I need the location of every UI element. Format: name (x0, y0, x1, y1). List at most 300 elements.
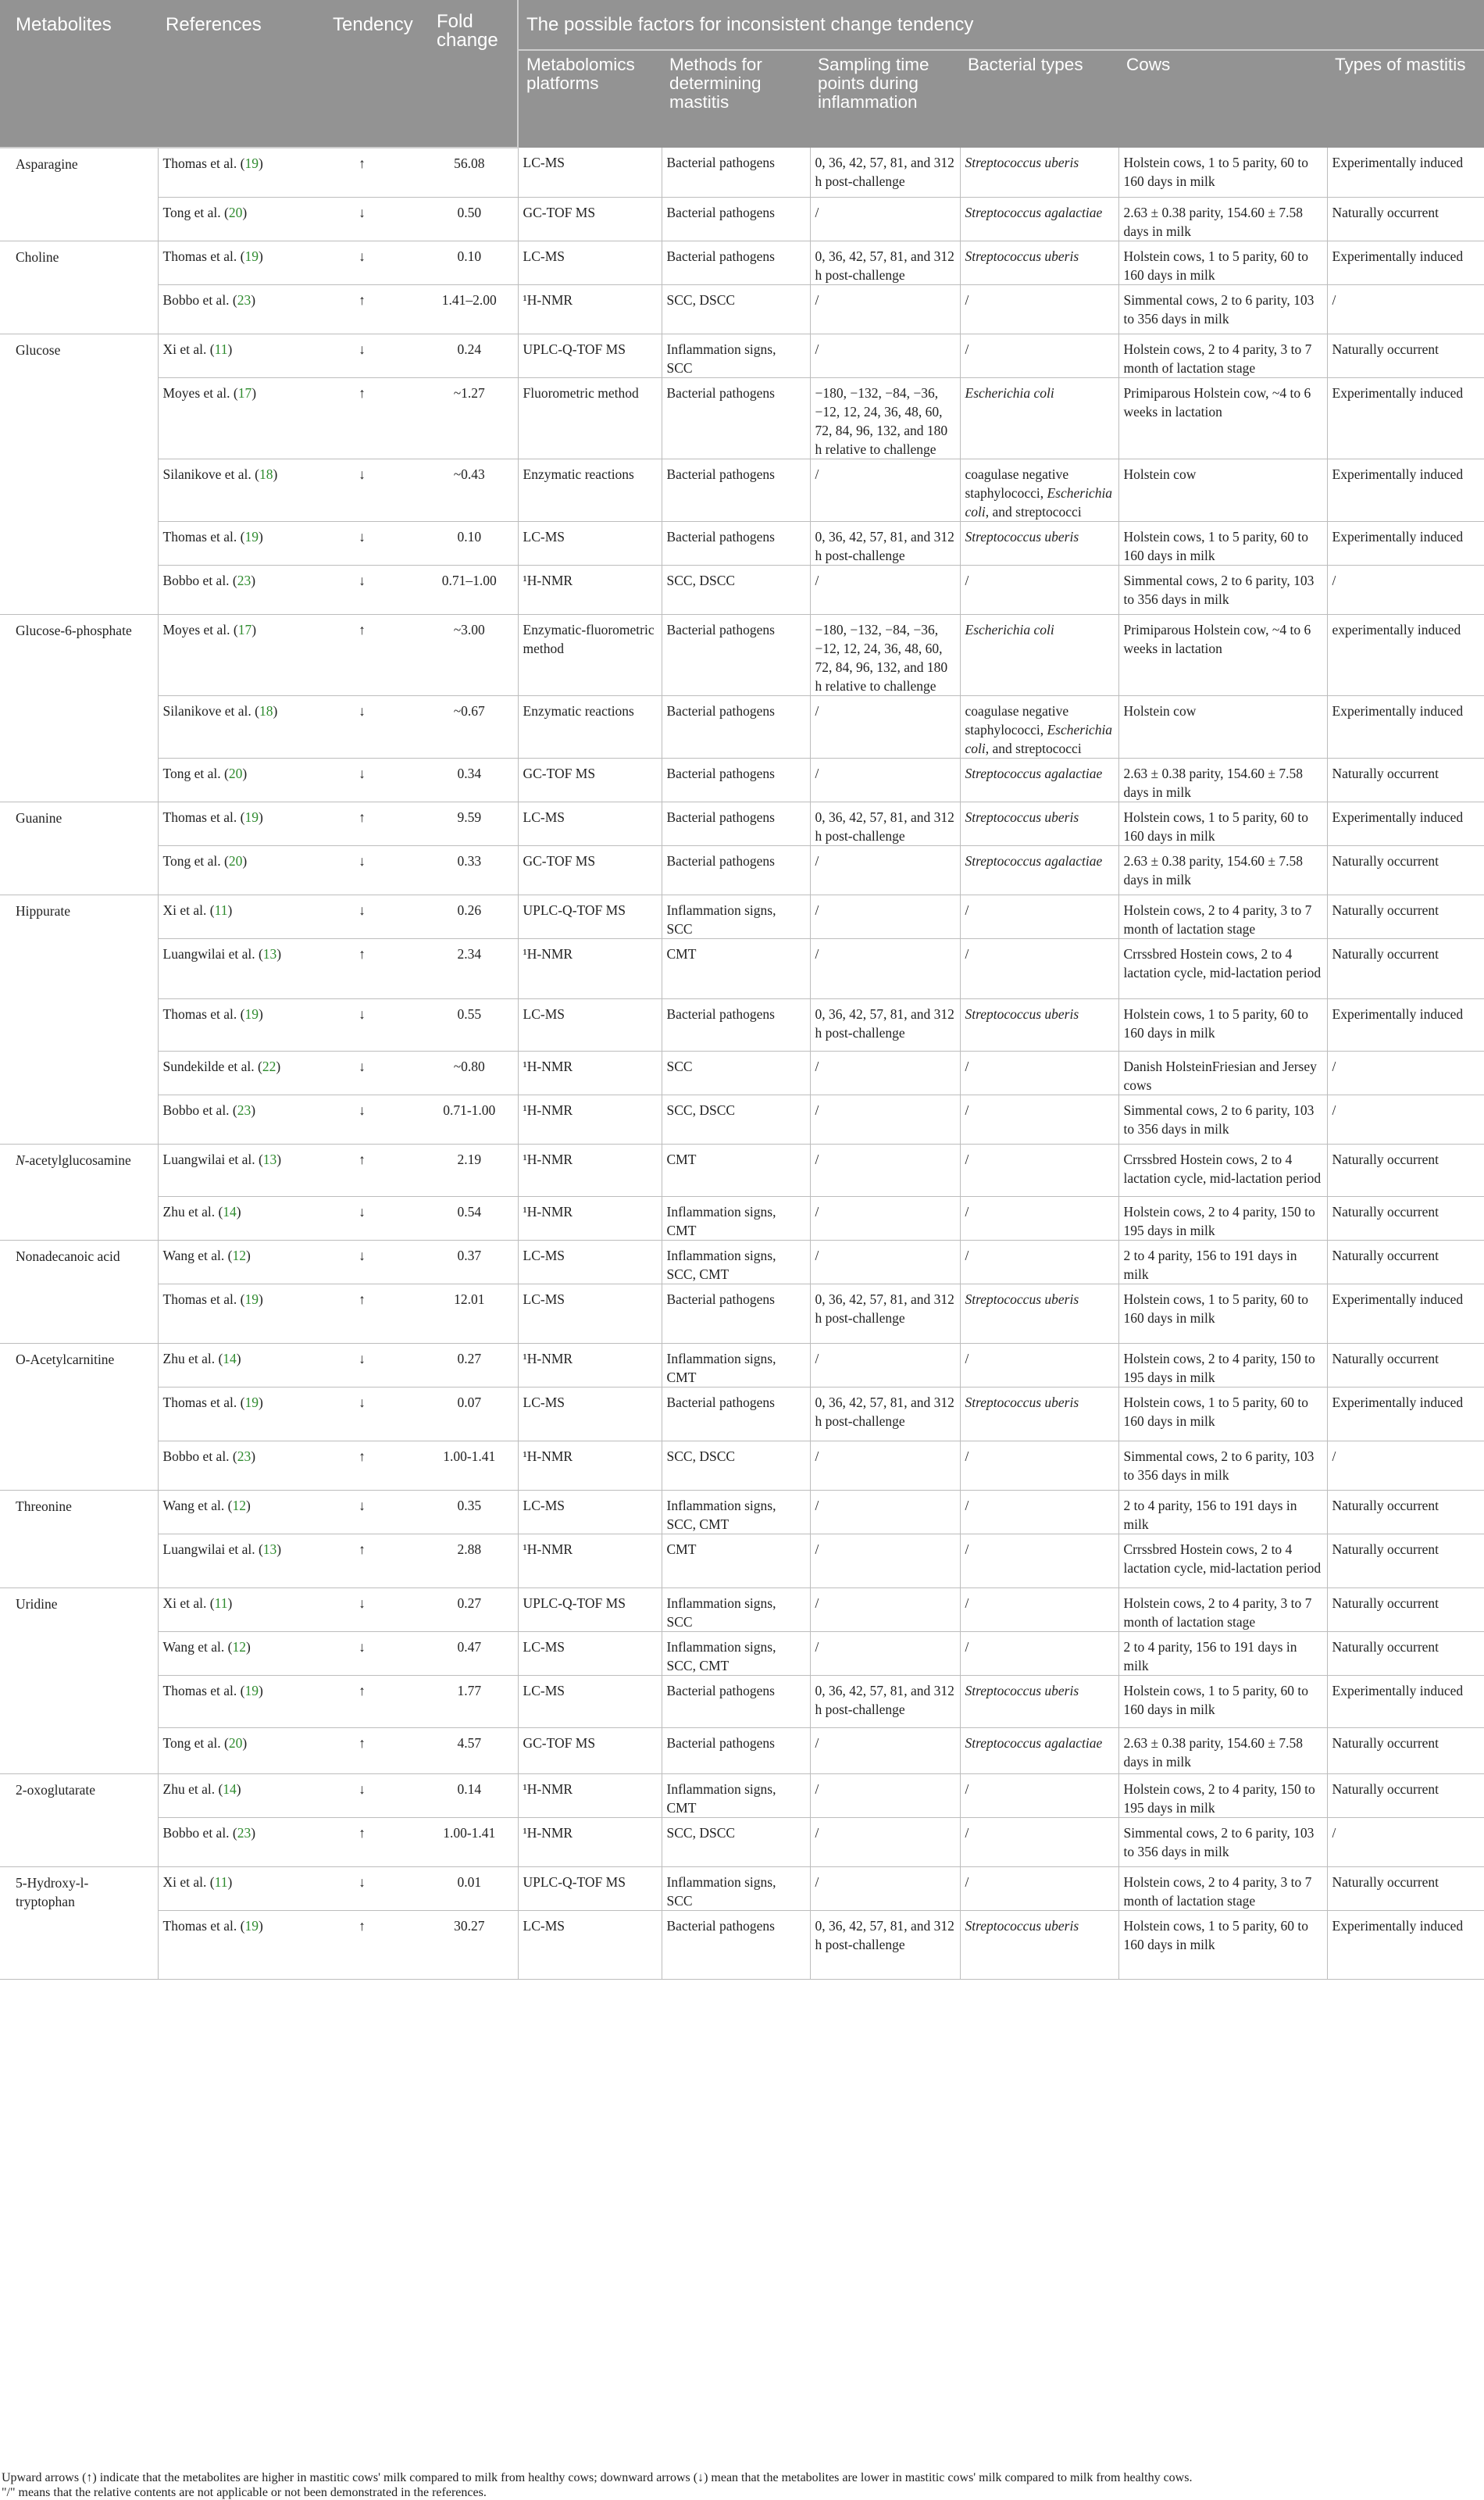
method-cell: Bacterial pathogens (662, 1727, 810, 1773)
bacteria-cell: / (960, 1534, 1118, 1588)
fold-change-value: 9.59 (421, 802, 518, 845)
cows-cell: Holstein cow (1118, 695, 1327, 758)
fold-change-value: ~1.27 (421, 377, 518, 459)
sampling-cell: / (810, 1773, 960, 1817)
tendency-arrow: ↓ (303, 695, 421, 758)
cows-cell: Simmental cows, 2 to 6 parity, 103 to 356 days in milk (1118, 1817, 1327, 1866)
tendency-arrow: ↑ (303, 802, 421, 845)
bacteria-cell: / (960, 1240, 1118, 1284)
reference-cell: Thomas et al. (19) (158, 1910, 303, 1979)
table-row (0, 1675, 1484, 1727)
table-row (0, 1817, 1484, 1866)
platform-cell: LC-MS (518, 1240, 662, 1284)
mastitis-type-cell: / (1327, 1441, 1484, 1490)
reference-number[interactable]: 14 (223, 1350, 237, 1366)
sampling-cell: 0, 36, 42, 57, 81, and 312 h post-challenge (810, 998, 960, 1051)
mastitis-type-cell: Experimentally induced (1327, 1910, 1484, 1979)
header-tendency: Tendency (303, 0, 421, 148)
tendency-arrow: ↓ (303, 1490, 421, 1534)
reference-cell: Sundekilde et al. (22) (158, 1051, 303, 1095)
sampling-cell: / (810, 459, 960, 521)
bacteria-cell: Streptococcus uberis (960, 1284, 1118, 1343)
fold-change-value: 1.77 (421, 1675, 518, 1727)
reference-number[interactable]: 18 (259, 466, 273, 482)
table-row (0, 758, 1484, 802)
tendency-arrow: ↓ (303, 1588, 421, 1631)
reference-number[interactable]: 19 (244, 248, 259, 264)
fold-change-value: 0.26 (421, 895, 518, 938)
mastitis-type-cell: Naturally occurrent (1327, 1490, 1484, 1534)
tendency-arrow: ↓ (303, 1773, 421, 1817)
metabolite-cell: O-Acetylcarnitine (0, 1343, 158, 1490)
reference-cell: Thomas et al. (19) (158, 802, 303, 845)
cows-cell: 2.63 ± 0.38 parity, 154.60 ± 7.58 days in milk (1118, 1727, 1327, 1773)
tendency-arrow: ↑ (303, 1727, 421, 1773)
cows-cell: Holstein cows, 1 to 5 parity, 60 to 160 days in milk (1118, 1284, 1327, 1343)
mastitis-type-cell: / (1327, 1817, 1484, 1866)
table-row (0, 614, 1484, 695)
platform-cell: LC-MS (518, 1490, 662, 1534)
platform-cell: UPLC-Q-TOF MS (518, 1588, 662, 1631)
sampling-cell: −180, −132, −84, −36, −12, 12, 24, 36, 48, 60, 72, 84, 96, 132, and 180 h relative to challenge (810, 377, 960, 459)
cows-cell: Holstein cows, 1 to 5 parity, 60 to 160 days in milk (1118, 1910, 1327, 1979)
bacteria-cell: / (960, 334, 1118, 377)
table-row (0, 1240, 1484, 1284)
header-types: Types of mastitis (1327, 50, 1484, 148)
tendency-arrow: ↑ (303, 1534, 421, 1588)
tendency-arrow: ↓ (303, 521, 421, 565)
reference-cell: Zhu et al. (14) (158, 1196, 303, 1240)
tendency-arrow: ↓ (303, 565, 421, 614)
mastitis-type-cell: Experimentally induced (1327, 377, 1484, 459)
reference-cell: Silanikove et al. (18) (158, 459, 303, 521)
fold-change-value: 0.47 (421, 1631, 518, 1675)
tendency-arrow: ↓ (303, 1343, 421, 1387)
method-cell: Bacterial pathogens (662, 1387, 810, 1441)
fold-change-value: 0.35 (421, 1490, 518, 1534)
method-cell: Inflammation signs, SCC (662, 1866, 810, 1910)
fold-change-value: ~0.80 (421, 1051, 518, 1095)
fold-change-value: 0.34 (421, 758, 518, 802)
reference-number[interactable]: 11 (214, 1595, 228, 1611)
fold-change-value: 0.10 (421, 241, 518, 284)
fold-change-value: ~0.43 (421, 459, 518, 521)
reference-number[interactable]: 19 (244, 1005, 259, 1022)
tendency-arrow: ↓ (303, 895, 421, 938)
mastitis-type-cell: Naturally occurrent (1327, 845, 1484, 895)
sampling-cell: / (810, 895, 960, 938)
table-row (0, 1196, 1484, 1240)
footnotes (0, 2470, 1484, 2500)
mastitis-type-cell: / (1327, 284, 1484, 334)
table-row (0, 1441, 1484, 1490)
reference-cell: Zhu et al. (14) (158, 1343, 303, 1387)
fold-change-value: ~0.67 (421, 695, 518, 758)
tendency-arrow: ↓ (303, 845, 421, 895)
sampling-cell: 0, 36, 42, 57, 81, and 312 h post-challenge (810, 1675, 960, 1727)
reference-number[interactable]: 20 (228, 1734, 243, 1751)
platform-cell: LC-MS (518, 1675, 662, 1727)
fold-change-value: 1.00-1.41 (421, 1441, 518, 1490)
method-cell: Inflammation signs, SCC, CMT (662, 1631, 810, 1675)
table-row (0, 521, 1484, 565)
fold-change-value: 0.27 (421, 1343, 518, 1387)
header-references: References (158, 0, 303, 148)
reference-cell: Thomas et al. (19) (158, 998, 303, 1051)
cows-cell: Simmental cows, 2 to 6 parity, 103 to 356 days in milk (1118, 284, 1327, 334)
sampling-cell: / (810, 1196, 960, 1240)
fold-change-value: 0.33 (421, 845, 518, 895)
mastitis-type-cell: Naturally occurrent (1327, 334, 1484, 377)
reference-number[interactable]: 14 (223, 1780, 237, 1797)
platform-cell: ¹H-NMR (518, 284, 662, 334)
sampling-cell: / (810, 1490, 960, 1534)
metabolite-cell: Guanine (0, 802, 158, 895)
platform-cell: UPLC-Q-TOF MS (518, 334, 662, 377)
table-row (0, 1588, 1484, 1631)
method-cell: CMT (662, 1534, 810, 1588)
tendency-arrow: ↓ (303, 1387, 421, 1441)
method-cell: SCC, DSCC (662, 565, 810, 614)
cows-cell: Holstein cows, 1 to 5 parity, 60 to 160 days in milk (1118, 802, 1327, 845)
tendency-arrow: ↓ (303, 197, 421, 241)
bacteria-cell: / (960, 1343, 1118, 1387)
method-cell: Bacterial pathogens (662, 197, 810, 241)
cows-cell: Holstein cows, 2 to 4 parity, 150 to 195 days in milk (1118, 1343, 1327, 1387)
reference-number[interactable]: 19 (244, 1291, 259, 1307)
reference-number[interactable]: 11 (214, 1873, 228, 1890)
bacteria-cell: Streptococcus uberis (960, 802, 1118, 845)
method-cell: SCC (662, 1051, 810, 1095)
sampling-cell: / (810, 1534, 960, 1588)
platform-cell: LC-MS (518, 521, 662, 565)
reference-cell: Tong et al. (20) (158, 1727, 303, 1773)
mastitis-type-cell: Naturally occurrent (1327, 1866, 1484, 1910)
cows-cell: 2 to 4 parity, 156 to 191 days in milk (1118, 1240, 1327, 1284)
method-cell: Bacterial pathogens (662, 1284, 810, 1343)
sampling-cell: / (810, 284, 960, 334)
reference-number[interactable]: 20 (228, 852, 243, 869)
mastitis-type-cell: Naturally occurrent (1327, 1534, 1484, 1588)
reference-cell: Xi et al. (11) (158, 334, 303, 377)
bacteria-cell: / (960, 1773, 1118, 1817)
platform-cell: LC-MS (518, 241, 662, 284)
sampling-cell: 0, 36, 42, 57, 81, and 312 h post-challenge (810, 1387, 960, 1441)
bacteria-cell: / (960, 1095, 1118, 1144)
reference-number[interactable]: 23 (237, 1824, 251, 1841)
reference-number[interactable]: 14 (223, 1203, 237, 1220)
method-cell: Bacterial pathogens (662, 521, 810, 565)
metabolite-cell: 5-Hydroxy-l-tryptophan (0, 1866, 158, 1979)
table-row (0, 1284, 1484, 1343)
mastitis-type-cell: / (1327, 1051, 1484, 1095)
reference-number[interactable]: 19 (244, 528, 259, 545)
mastitis-type-cell: Experimentally induced (1327, 1284, 1484, 1343)
sampling-cell: / (810, 1866, 960, 1910)
method-cell: Inflammation signs, CMT (662, 1196, 810, 1240)
table-row (0, 148, 1484, 197)
fold-change-value: 56.08 (421, 148, 518, 197)
fold-change-value: 0.07 (421, 1387, 518, 1441)
bacteria-cell: Streptococcus uberis (960, 1387, 1118, 1441)
reference-number[interactable]: 13 (262, 945, 277, 962)
sampling-cell: / (810, 1727, 960, 1773)
reference-cell: Bobbo et al. (23) (158, 1441, 303, 1490)
metabolite-cell: Glucose-6-phosphate (0, 614, 158, 802)
reference-cell: Wang et al. (12) (158, 1631, 303, 1675)
table-row (0, 1910, 1484, 1979)
reference-number[interactable]: 12 (232, 1497, 246, 1513)
method-cell: Bacterial pathogens (662, 377, 810, 459)
mastitis-type-cell: Naturally occurrent (1327, 197, 1484, 241)
sampling-cell: 0, 36, 42, 57, 81, and 312 h post-challenge (810, 1910, 960, 1979)
table-row (0, 565, 1484, 614)
platform-cell: UPLC-Q-TOF MS (518, 1866, 662, 1910)
bacteria-cell: Streptococcus agalactiae (960, 1727, 1118, 1773)
tendency-arrow: ↑ (303, 1675, 421, 1727)
fold-change-value: 0.37 (421, 1240, 518, 1284)
platform-cell: LC-MS (518, 1284, 662, 1343)
bacteria-cell: / (960, 1631, 1118, 1675)
cows-cell: Holstein cows, 2 to 4 parity, 150 to 195 days in milk (1118, 1773, 1327, 1817)
footnote-slash: "/" means that the relative contents are not applicable or not been demonstrated in the references. (2, 2486, 487, 2499)
bacteria-cell: / (960, 1817, 1118, 1866)
tendency-arrow: ↑ (303, 284, 421, 334)
fold-change-value: 2.88 (421, 1534, 518, 1588)
table-row (0, 1534, 1484, 1588)
cows-cell: Holstein cows, 1 to 5 parity, 60 to 160 days in milk (1118, 1675, 1327, 1727)
fold-change-value: 1.41–2.00 (421, 284, 518, 334)
bacteria-cell: / (960, 1196, 1118, 1240)
platform-cell: LC-MS (518, 148, 662, 197)
cows-cell: Danish HolsteinFriesian and Jersey cows (1118, 1051, 1327, 1095)
sampling-cell: / (810, 1343, 960, 1387)
cows-cell: Primiparous Holstein cow, ~4 to 6 weeks in lactation (1118, 377, 1327, 459)
bacteria-cell: Streptococcus uberis (960, 1675, 1118, 1727)
method-cell: Inflammation signs, CMT (662, 1343, 810, 1387)
tendency-arrow: ↑ (303, 938, 421, 998)
cows-cell: Crrssbred Hostein cows, 2 to 4 lactation cycle, mid-lactation period (1118, 1144, 1327, 1196)
method-cell: Bacterial pathogens (662, 758, 810, 802)
method-cell: Inflammation signs, CMT (662, 1773, 810, 1817)
reference-cell: Zhu et al. (14) (158, 1773, 303, 1817)
reference-number[interactable]: 23 (237, 291, 251, 308)
reference-number[interactable]: 23 (237, 1102, 251, 1118)
fold-change-value: ~3.00 (421, 614, 518, 695)
metabolite-cell: Nonadecanoic acid (0, 1240, 158, 1343)
bacteria-cell: Streptococcus agalactiae (960, 758, 1118, 802)
fold-change-value: 2.19 (421, 1144, 518, 1196)
sampling-cell: / (810, 1441, 960, 1490)
fold-change-value: 0.71–1.00 (421, 565, 518, 614)
reference-cell: Xi et al. (11) (158, 1866, 303, 1910)
bacteria-cell: / (960, 1490, 1118, 1534)
bacteria-cell: / (960, 1866, 1118, 1910)
table-row (0, 1343, 1484, 1387)
method-cell: CMT (662, 938, 810, 998)
sampling-cell: / (810, 334, 960, 377)
reference-number[interactable]: 20 (228, 204, 243, 220)
reference-cell: Thomas et al. (19) (158, 1284, 303, 1343)
cows-cell: 2 to 4 parity, 156 to 191 days in milk (1118, 1490, 1327, 1534)
reference-cell: Bobbo et al. (23) (158, 565, 303, 614)
reference-number[interactable]: 17 (237, 384, 252, 401)
reference-cell: Moyes et al. (17) (158, 377, 303, 459)
reference-number[interactable]: 23 (237, 1448, 251, 1464)
bacteria-cell: Streptococcus uberis (960, 998, 1118, 1051)
method-cell: Bacterial pathogens (662, 148, 810, 197)
mastitis-type-cell: Naturally occurrent (1327, 895, 1484, 938)
cows-cell: Holstein cows, 1 to 5 parity, 60 to 160 days in milk (1118, 1387, 1327, 1441)
fold-change-value: 0.24 (421, 334, 518, 377)
method-cell: SCC, DSCC (662, 1095, 810, 1144)
reference-cell: Thomas et al. (19) (158, 241, 303, 284)
method-cell: Bacterial pathogens (662, 998, 810, 1051)
mastitis-type-cell: Experimentally induced (1327, 241, 1484, 284)
mastitis-type-cell: / (1327, 1095, 1484, 1144)
platform-cell: ¹H-NMR (518, 1343, 662, 1387)
mastitis-type-cell: Naturally occurrent (1327, 1196, 1484, 1240)
table-row (0, 284, 1484, 334)
reference-number[interactable]: 17 (237, 621, 252, 638)
reference-number[interactable]: 19 (244, 1917, 259, 1934)
reference-cell: Luangwilai et al. (13) (158, 1144, 303, 1196)
method-cell: Inflammation signs, SCC, CMT (662, 1240, 810, 1284)
header-cows: Cows (1118, 50, 1327, 148)
reference-number[interactable]: 11 (214, 341, 228, 357)
bacteria-cell: / (960, 938, 1118, 998)
sampling-cell: / (810, 1144, 960, 1196)
platform-cell: ¹H-NMR (518, 1051, 662, 1095)
table-row (0, 1144, 1484, 1196)
method-cell: Bacterial pathogens (662, 241, 810, 284)
reference-cell: Tong et al. (20) (158, 197, 303, 241)
method-cell: SCC, DSCC (662, 1817, 810, 1866)
sampling-cell: / (810, 1631, 960, 1675)
sampling-cell: 0, 36, 42, 57, 81, and 312 h post-challenge (810, 241, 960, 284)
tendency-arrow: ↑ (303, 1144, 421, 1196)
table-row (0, 1387, 1484, 1441)
bacteria-cell: / (960, 565, 1118, 614)
table-row (0, 845, 1484, 895)
platform-cell: ¹H-NMR (518, 938, 662, 998)
table-row (0, 1490, 1484, 1534)
fold-change-value: 2.34 (421, 938, 518, 998)
bacteria-cell: Streptococcus uberis (960, 148, 1118, 197)
reference-number[interactable]: 19 (244, 1394, 259, 1410)
cows-cell: Holstein cows, 2 to 4 parity, 3 to 7 month of lactation stage (1118, 334, 1327, 377)
tendency-arrow: ↓ (303, 998, 421, 1051)
method-cell: Bacterial pathogens (662, 459, 810, 521)
table-row (0, 895, 1484, 938)
platform-cell: LC-MS (518, 1387, 662, 1441)
sampling-cell: / (810, 1240, 960, 1284)
fold-change-value: 0.71-1.00 (421, 1095, 518, 1144)
reference-number[interactable]: 19 (244, 155, 259, 171)
platform-cell: ¹H-NMR (518, 1817, 662, 1866)
bacteria-cell: Streptococcus agalactiae (960, 197, 1118, 241)
cows-cell: Simmental cows, 2 to 6 parity, 103 to 356 days in milk (1118, 565, 1327, 614)
cows-cell: 2 to 4 parity, 156 to 191 days in milk (1118, 1631, 1327, 1675)
sampling-cell: 0, 36, 42, 57, 81, and 312 h post-challenge (810, 148, 960, 197)
reference-number[interactable]: 19 (244, 809, 259, 825)
bacteria-cell: Streptococcus agalactiae (960, 845, 1118, 895)
metabolite-cell: Threonine (0, 1490, 158, 1588)
method-cell: CMT (662, 1144, 810, 1196)
cows-cell: Simmental cows, 2 to 6 parity, 103 to 356 days in milk (1118, 1095, 1327, 1144)
mastitis-type-cell: Experimentally induced (1327, 998, 1484, 1051)
reference-cell: Thomas et al. (19) (158, 1675, 303, 1727)
cows-cell: Crrssbred Hostein cows, 2 to 4 lactation cycle, mid-lactation period (1118, 1534, 1327, 1588)
reference-cell: Bobbo et al. (23) (158, 284, 303, 334)
fold-change-value: 1.00-1.41 (421, 1817, 518, 1866)
reference-number[interactable]: 12 (232, 1638, 246, 1655)
table-row (0, 197, 1484, 241)
reference-cell: Thomas et al. (19) (158, 1387, 303, 1441)
fold-change-value: 0.50 (421, 197, 518, 241)
tendency-arrow: ↑ (303, 377, 421, 459)
reference-cell: Luangwilai et al. (13) (158, 938, 303, 998)
reference-number[interactable]: 23 (237, 572, 251, 588)
reference-number[interactable]: 19 (244, 1682, 259, 1698)
reference-cell: Tong et al. (20) (158, 758, 303, 802)
reference-number[interactable]: 18 (259, 702, 273, 719)
metabolite-cell: Hippurate (0, 895, 158, 1144)
table-row (0, 1095, 1484, 1144)
platform-cell: GC-TOF MS (518, 845, 662, 895)
reference-cell: Thomas et al. (19) (158, 521, 303, 565)
reference-number[interactable]: 12 (232, 1247, 246, 1263)
metabolite-cell: 2-oxoglutarate (0, 1773, 158, 1866)
sampling-cell: / (810, 1588, 960, 1631)
cows-cell: Holstein cows, 2 to 4 parity, 3 to 7 month of lactation stage (1118, 1588, 1327, 1631)
platform-cell: LC-MS (518, 1910, 662, 1979)
tendency-arrow: ↓ (303, 241, 421, 284)
reference-number[interactable]: 11 (214, 902, 228, 918)
method-cell: Bacterial pathogens (662, 802, 810, 845)
method-cell: Bacterial pathogens (662, 695, 810, 758)
bacteria-cell: Streptococcus uberis (960, 241, 1118, 284)
method-cell: Bacterial pathogens (662, 1910, 810, 1979)
cows-cell: 2.63 ± 0.38 parity, 154.60 ± 7.58 days in milk (1118, 758, 1327, 802)
tendency-arrow: ↑ (303, 1284, 421, 1343)
cows-cell: Holstein cows, 1 to 5 parity, 60 to 160 days in milk (1118, 521, 1327, 565)
platform-cell: ¹H-NMR (518, 565, 662, 614)
reference-number[interactable]: 13 (262, 1151, 277, 1167)
platform-cell: ¹H-NMR (518, 1534, 662, 1588)
reference-number[interactable]: 13 (262, 1541, 277, 1557)
cows-cell: 2.63 ± 0.38 parity, 154.60 ± 7.58 days in milk (1118, 845, 1327, 895)
method-cell: Inflammation signs, SCC, CMT (662, 1490, 810, 1534)
metabolite-cell: Choline (0, 241, 158, 334)
reference-number[interactable]: 22 (262, 1058, 276, 1074)
platform-cell: ¹H-NMR (518, 1095, 662, 1144)
table-row (0, 1051, 1484, 1095)
table-row (0, 459, 1484, 521)
bacteria-cell: / (960, 284, 1118, 334)
platform-cell: GC-TOF MS (518, 1727, 662, 1773)
tendency-arrow: ↑ (303, 1441, 421, 1490)
tendency-arrow: ↑ (303, 614, 421, 695)
cows-cell: Primiparous Holstein cow, ~4 to 6 weeks in lactation (1118, 614, 1327, 695)
bacteria-cell: / (960, 1051, 1118, 1095)
metabolite-cell: Glucose (0, 334, 158, 614)
table-row (0, 938, 1484, 998)
mastitis-type-cell: Experimentally induced (1327, 148, 1484, 197)
reference-number[interactable]: 20 (228, 765, 243, 781)
mastitis-type-cell: Naturally occurrent (1327, 1240, 1484, 1284)
metabolite-cell: N-acetylglucosamine (0, 1144, 158, 1240)
